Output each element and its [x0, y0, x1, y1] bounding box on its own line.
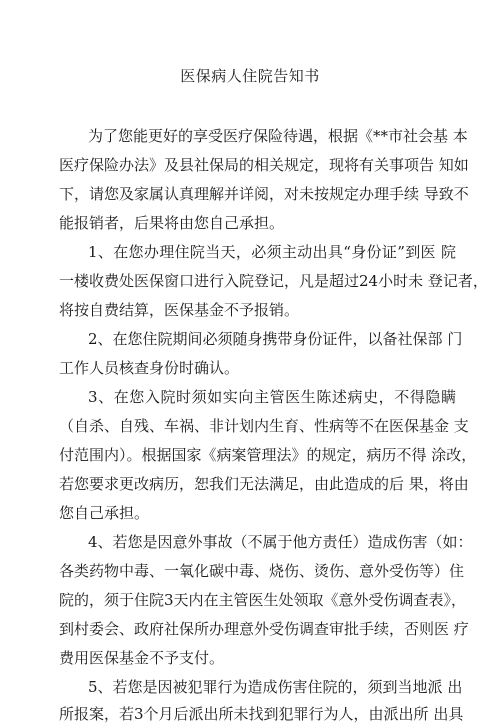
paragraph-line: 您自己承担。 — [59, 504, 150, 522]
paragraph-line: 所报案，若3个月后派出所未找到犯罪行为人，由派出所 出具 — [59, 705, 464, 723]
paragraph-line: 2、在您住院期间必须随身携带身份证件，以备社保部 门 — [88, 330, 463, 348]
paragraph-line: 院的，须于住院3天内在主管医生处领取《意外受伤调查表》， — [59, 591, 467, 609]
paragraph-line: 5、若您是因被犯罪行为造成伤害住院的，须到当地派 出 — [88, 678, 463, 696]
paragraph-line: 4、若您是因意外事故（不属于他方责任）造成伤害（如： — [88, 533, 473, 551]
paragraph-line: （自杀、自残、车祸、非计划内生育、性病等不在医保基金 支 — [59, 417, 469, 435]
paragraph-line: 下，请您及家属认真理解并详阅，对未按规定办理手续 导致不 — [59, 185, 469, 203]
paragraph-line: 一楼收费处医保窗口进行入院登记，凡是超过24小时未 登记者， — [59, 272, 488, 290]
paragraph-line: 医疗保险办法》及县社保局的相关规定，现将有关事项告 知如 — [59, 156, 469, 174]
document-title: 医保病人住院告知书 — [180, 67, 320, 85]
paragraph-line: 为了您能更好的享受医疗保险待遇，根据《**市社会基 本 — [88, 127, 468, 145]
paragraph-line: 将按自费结算，医保基金不予报销。 — [59, 301, 300, 319]
paragraph-line: 工作人员核查身份时确认。 — [59, 359, 240, 377]
paragraph-line: 若您要求更改病历，恕我们无法满足，由此造成的后 果，将由 — [59, 475, 469, 493]
paragraph-line: 能报销者，后果将由您自己承担。 — [59, 214, 285, 232]
paragraph-line: 3、在您入院时须如实向主管医生陈述病史，不得隐瞒 — [88, 388, 456, 406]
paragraph-line: 各类药物中毒、一氧化碳中毒、烧伤、烫伤、意外受伤等）住 — [59, 562, 465, 580]
paragraph-line: 到村委会、政府社保所办理意外受伤调查审批手续，否则医 疗 — [59, 620, 469, 638]
paragraph-line: 费用医保基金不予支付。 — [59, 649, 225, 667]
paragraph-line: 1、在您办理住院当天，必须主动出具“身份证”到医 院 — [88, 243, 456, 261]
paragraph-line: 付范围内）。根据国家《病案管理法》的规定，病历不得 涂改， — [59, 446, 477, 464]
